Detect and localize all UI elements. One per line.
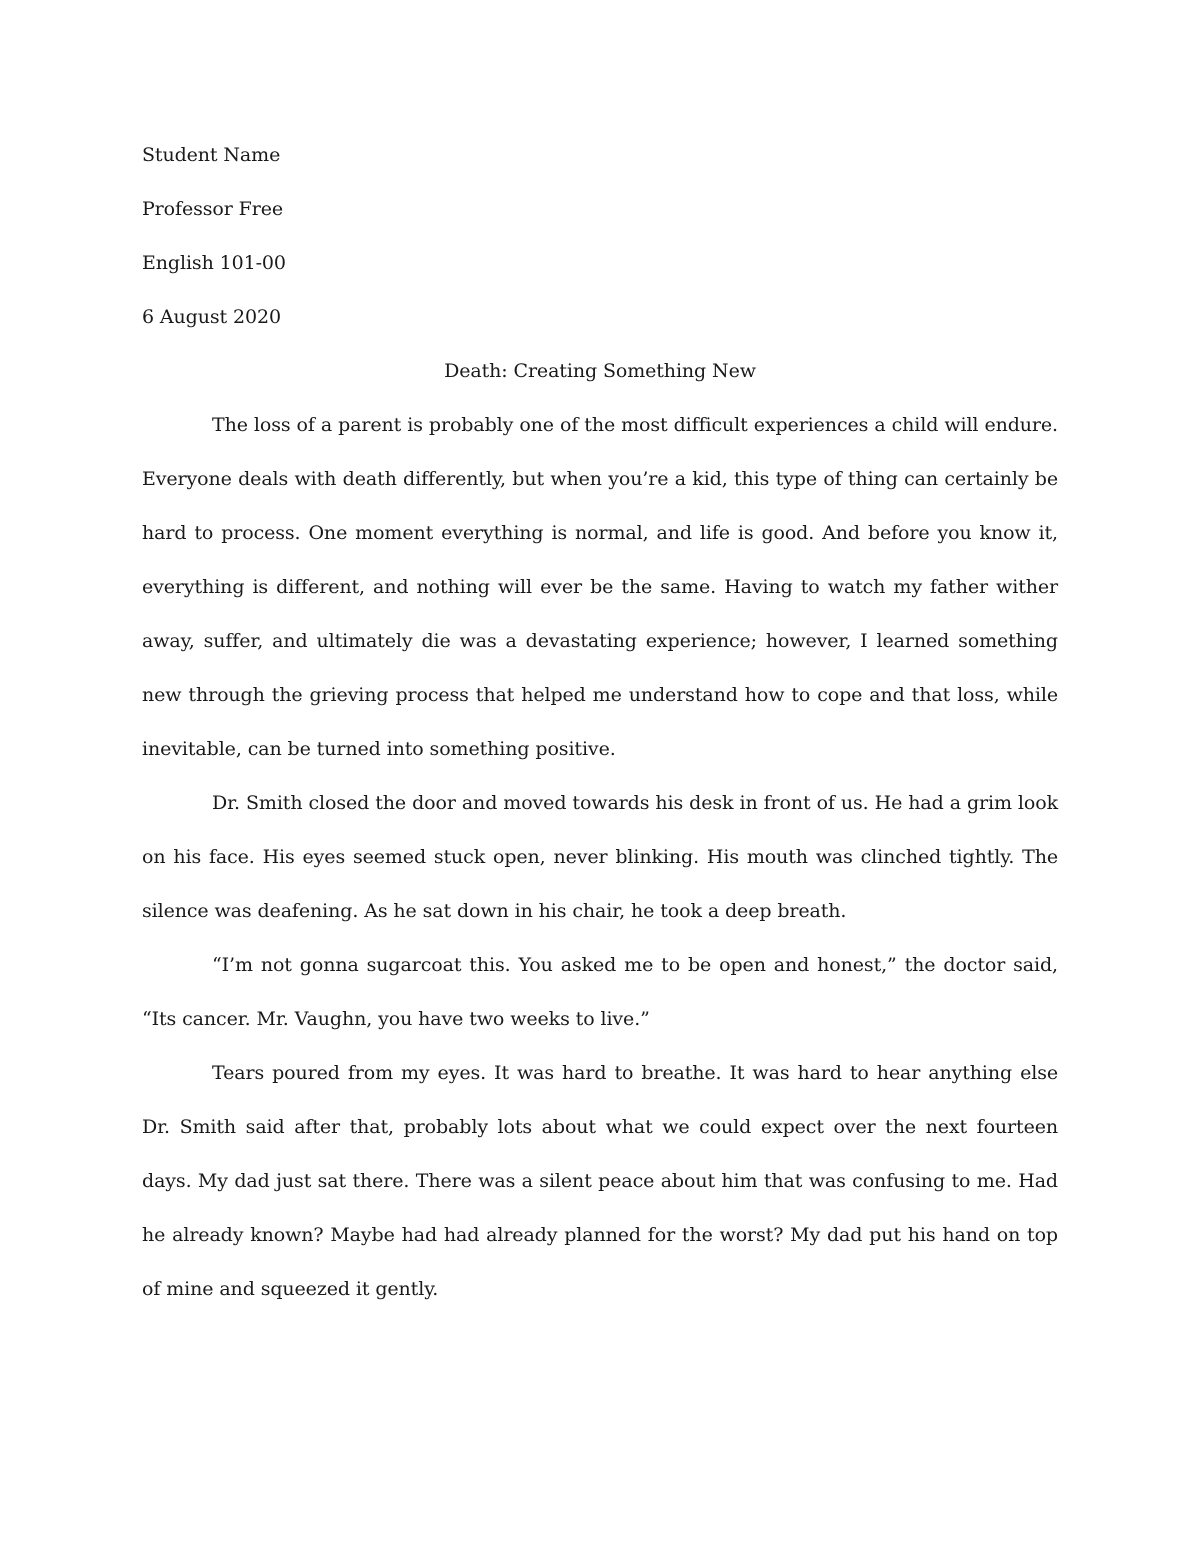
paragraph-2: Dr. Smith closed the door and moved towards his desk in front of us. He had a grim look on his face. His eyes seemed stuck open, never blinking. His mouth was clinched tightly. The silence was deafening. As he sat down in his chair, he took a deep breath. xyxy=(142,792,1058,922)
submission-date: 6 August 2020 xyxy=(142,306,281,328)
document-body xyxy=(142,128,1058,1316)
student-name: Student Name xyxy=(142,144,281,166)
paragraph-1: The loss of a parent is probably one of the most difficult experiences a child will endure. Everyone deals with death differently, but when you’re a kid, this type of thing can certainly be hard to process. One moment everything is normal, and life is good. And before you know it, everything is different, and nothing will ever be the same. Having to watch my father wither away, suffer, and ultimately die was a devastating experience; however, I learned something new through the grieving process that helped me understand how to cope and that loss, while inevitable, can be turned into something positive. xyxy=(142,414,1058,760)
paragraph-4: Tears poured from my eyes. It was hard to breathe. It was hard to hear anything else Dr. Smith said after that, probably lots about what we could expect over the next fourteen days. My dad just sat there. There was a silent peace about him that was confusing to me. Had he already known? Maybe had had already planned for the worst? My dad put his hand on top of mine and squeezed it gently. xyxy=(142,1062,1058,1300)
paragraph-3: “I’m not gonna sugarcoat this. You asked me to be open and honest,” the doctor said, “Its cancer. Mr. Vaughn, you have two weeks to live.” xyxy=(142,954,1058,1030)
essay-title: Death: Creating Something New xyxy=(444,360,756,382)
course-name: English 101-00 xyxy=(142,252,286,274)
professor-name: Professor Free xyxy=(142,198,283,220)
